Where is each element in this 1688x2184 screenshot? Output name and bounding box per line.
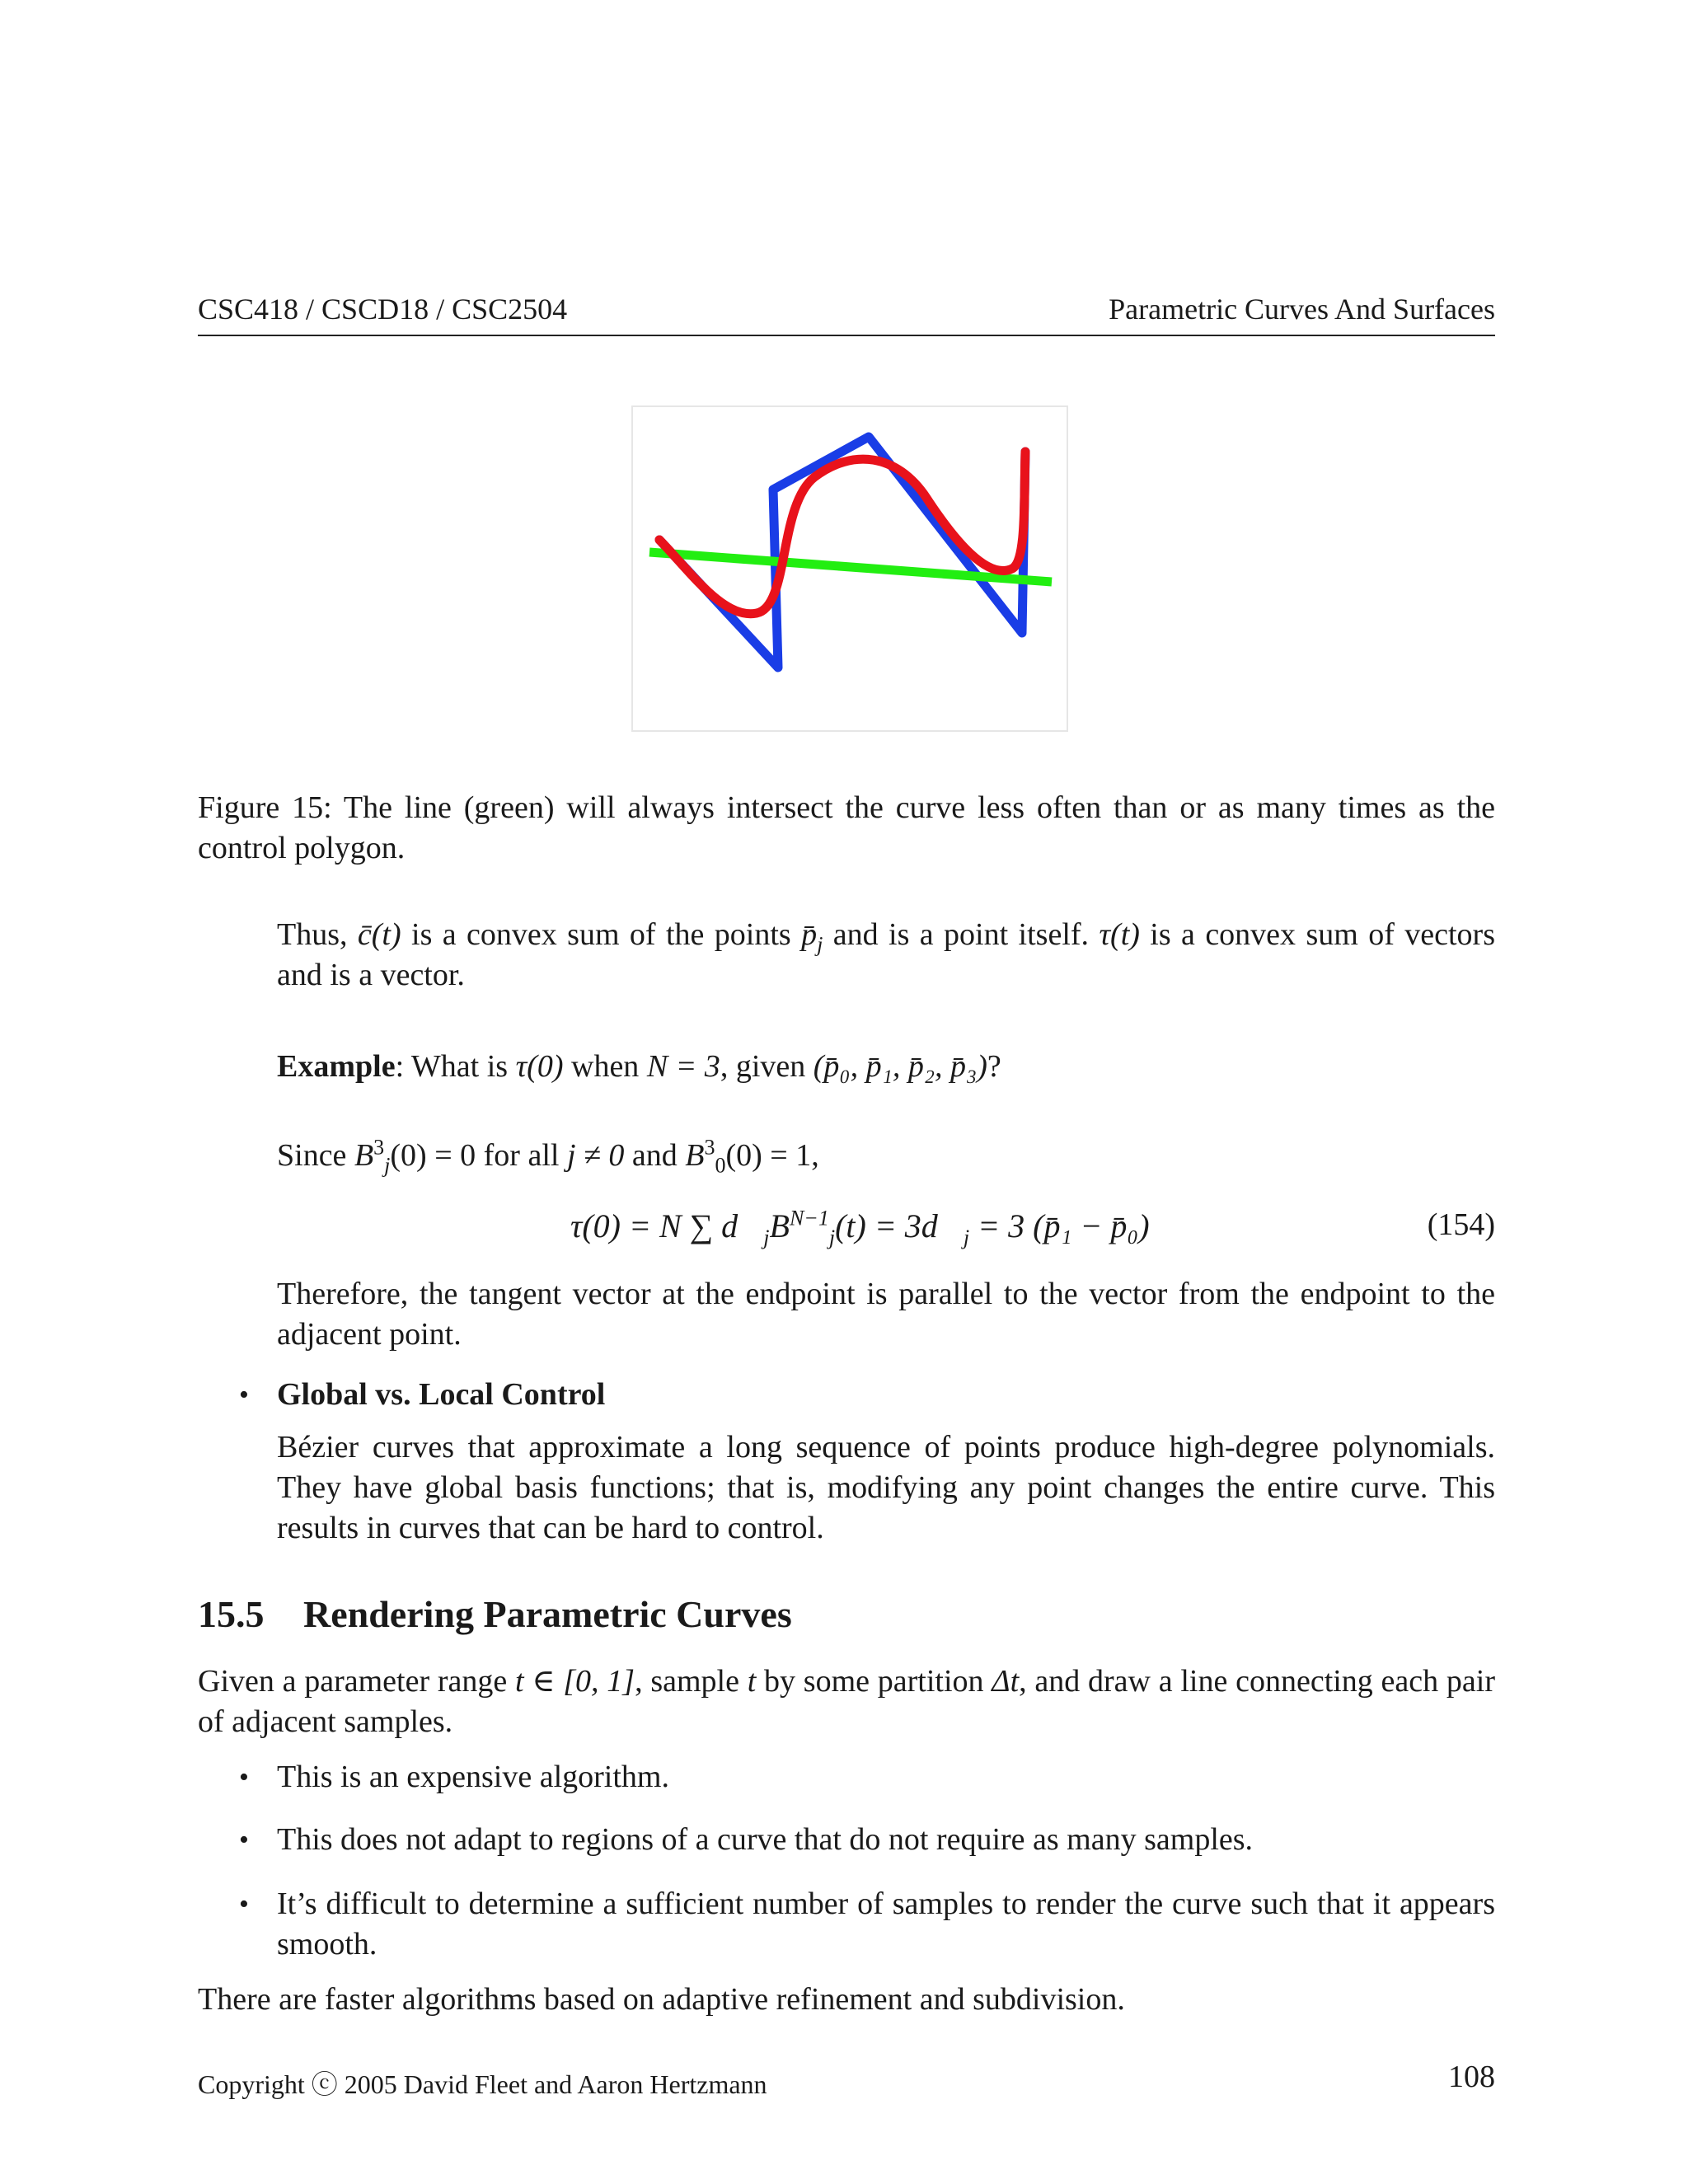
bullet-dot: • xyxy=(239,1762,249,1793)
list-item: It’s difficult to determine a sufficient number of samples to render the curve such that it appears smooth. xyxy=(277,1886,1495,1961)
footer-copyright: Copyright ⓒ 2005 David Fleet and Aaron Hertzmann xyxy=(198,2069,767,2099)
equation-154: τ(0) = N ∑ $d⃗_jB^{N-1}_j(t)$ = $3d⃗_j = 3$ (p̄₁ − p̄₀) xyxy=(570,1206,1150,1249)
global-local-body: Bézier curves that approximate a long sequence of points produce high-degree polynomials. They have global basis functions; that is, modifying any point changes the entire curve. This results in curves that can be hard to control. xyxy=(277,1430,1495,1545)
example-label: Example xyxy=(277,1049,396,1084)
bullet-dot: • xyxy=(239,1825,249,1855)
given-paragraph: Given a parameter range t ∈ [0, 1], sample t by some partition Δt, and draw a line connecting each pair of adjacent samples. xyxy=(198,1664,1495,1739)
equation-number: (154) xyxy=(1427,1207,1495,1242)
section-title: Rendering Parametric Curves xyxy=(303,1593,792,1635)
section-number: 15.5 xyxy=(198,1593,265,1635)
list-item: This does not adapt to regions of a curve that do not require as many samples. xyxy=(277,1822,1254,1857)
running-header-left: CSC418 / CSCD18 / CSC2504 xyxy=(198,293,568,326)
list-item: This is an expensive algorithm. xyxy=(277,1760,669,1794)
bullet-dot: • xyxy=(239,1889,249,1919)
page-number: 108 xyxy=(1448,2060,1495,2094)
convex-sum-paragraph: Thus, c̄(t) is a convex sum of the points $p̄_j$ and is a point itself. τ(t) is a convex sum of vectors and is a vector. xyxy=(277,917,1495,992)
bezier-curve xyxy=(659,452,1025,614)
example-paragraph: Example: What is τ(0) when N = 3, given (p̄₀, p̄₁, p̄₂, p̄₃)? xyxy=(277,1049,1001,1084)
closing-paragraph: There are faster algorithms based on adaptive refinement and subdivision. xyxy=(198,1982,1125,2017)
since-paragraph: Since $B^3_j(0) = 0$ for all j ≠ 0 and $B^3_0(0) = 1$, xyxy=(277,1135,819,1178)
running-header-right: Parametric Curves And Surfaces xyxy=(1109,293,1495,326)
therefore-paragraph: Therefore, the tangent vector at the endpoint is parallel to the vector from the endpoint to the adjacent point. xyxy=(277,1277,1495,1352)
bullet-dot: • xyxy=(239,1380,249,1410)
header-rule xyxy=(198,335,1495,336)
figure-15 xyxy=(631,405,1068,732)
figure-caption: Figure 15: The line (green) will always intersect the curve less often than or as many times as the control polygon. xyxy=(198,790,1495,865)
figure-15-plot xyxy=(633,407,1067,730)
global-local-title: Global vs. Local Control xyxy=(277,1377,606,1412)
